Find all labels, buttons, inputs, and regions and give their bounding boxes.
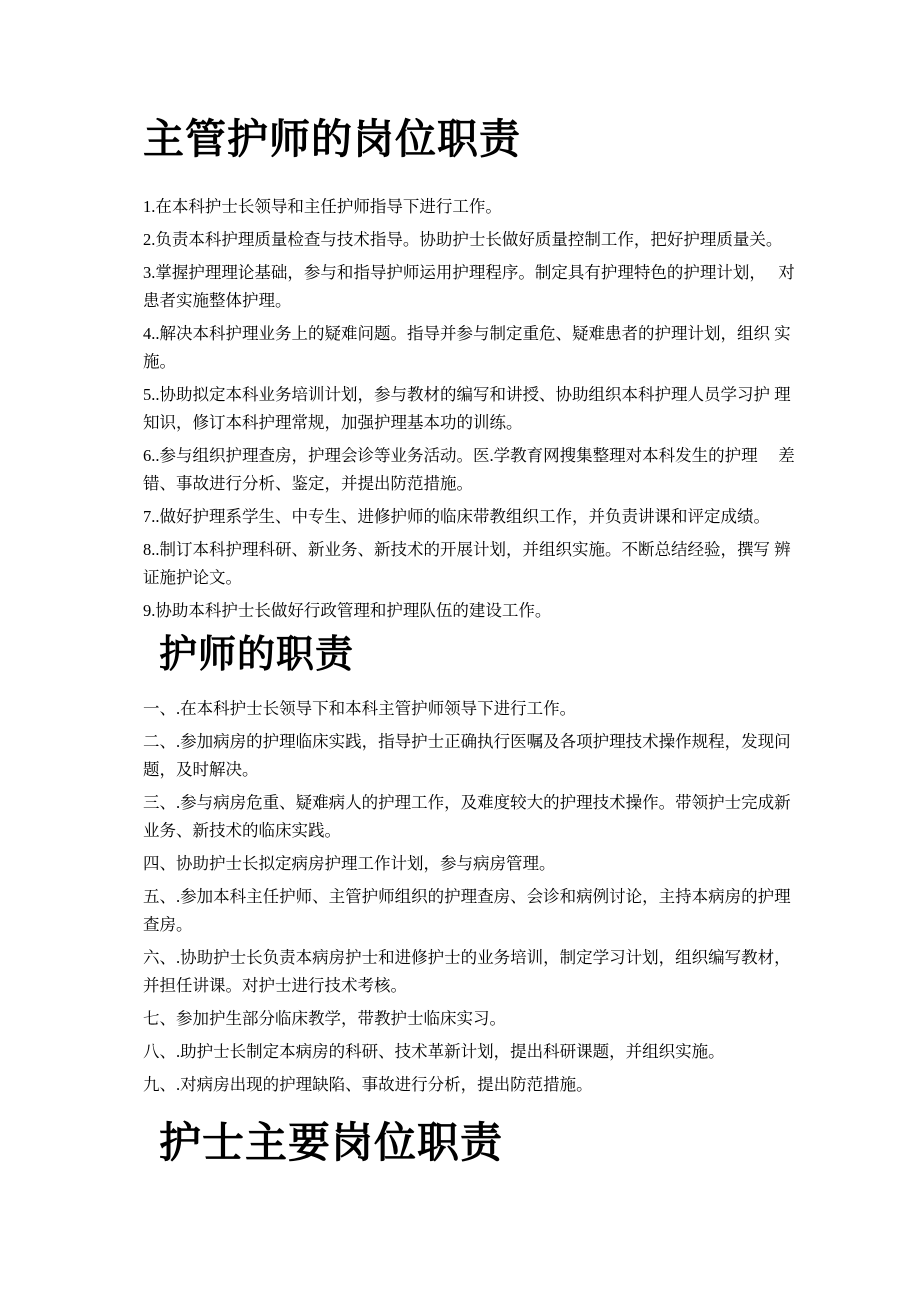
duty-item: 8..制订本科护理科研、新业务、新技术的开展计划，并组织实施。不断总结经验，撰写 辨证施护论文。: [143, 540, 791, 587]
duty-item: 6..参与组织护理查房，护理会诊等业务活动。医.学教育网搜集整理对本科发生的护理 差错、事故进行分析、鉴定，并提出防范措施。: [143, 446, 795, 493]
duty-item: 一、.在本科护士长领导下和本科主管护师领导下进行工作。: [143, 699, 577, 718]
duty-item: 三、.参与病房危重、疑难病人的护理工作，及难度较大的护理技术操作。带领护士完成新 业务、新技术的临床实践。: [143, 793, 795, 840]
duty-item: 七、参加护生部分临床教学，带教护士临床实习。: [143, 1009, 506, 1028]
duty-item: 四、协助护士长拟定病房护理工作计划，参与病房管理。: [143, 854, 556, 873]
duty-item: 八、.助护士长制定本病房的科研、技术革新计划，提出科研课题，并组织实施。: [143, 1042, 725, 1061]
duty-item: 9.协助本科护士长做好行政管理和护理队伍的建设工作。: [143, 601, 552, 620]
duty-item: 九、.对病房出现的护理缺陷、事故进行分析，提出防范措施。: [143, 1075, 593, 1094]
section-title-nurse-main-duties: 护士主要岗位职责: [159, 1121, 504, 1167]
duty-item: 五、.参加本科主任护师、主管护师组织的护理查房、会诊和病例讨论，主持本病房的护理 查房。: [143, 887, 795, 934]
section-title-nurse-practitioner-duties: 护师的职责: [159, 634, 355, 676]
duty-item: 7..做好护理系学生、中专生、进修护师的临床带教组织工作，并负责讲课和评定成绩。: [143, 507, 770, 526]
duty-item: 4..解决本科护理业务上的疑难问题。指导并参与制定重危、疑难患者的护理计划，组织 实施。: [143, 324, 791, 371]
duty-item: 二、.参加病房的护理临床实践，指导护士正确执行医嘱及各项护理技术操作规程，发现问题，及时解决。: [143, 732, 791, 779]
duty-item: 六、.协助护士长负责本病房护士和进修护士的业务培训，制定学习计划，组织编写教材，并担任讲课。对护士进行技术考核。: [143, 948, 791, 995]
duty-item: 3.掌握护理理论基础，参与和指导护师运用护理程序。制定具有护理特色的护理计划， 对患者实施整体护理。: [143, 263, 795, 310]
section-title-chief-nurse-duties: 主管护师的岗位职责: [143, 116, 521, 162]
duty-item: 1.在本科护士长领导和主任护师指导下进行工作。: [143, 197, 502, 216]
duty-item: 5..协助拟定本科业务培训计划，参与教材的编写和讲授、协助组织本科护理人员学习护 理知识，修订本科护理常规，加强护理基本功的训练。: [143, 385, 791, 432]
duty-item: 2.负责本科护理质量检查与技术指导。协助护士长做好质量控制工作，把好护理质量关。: [143, 230, 783, 249]
